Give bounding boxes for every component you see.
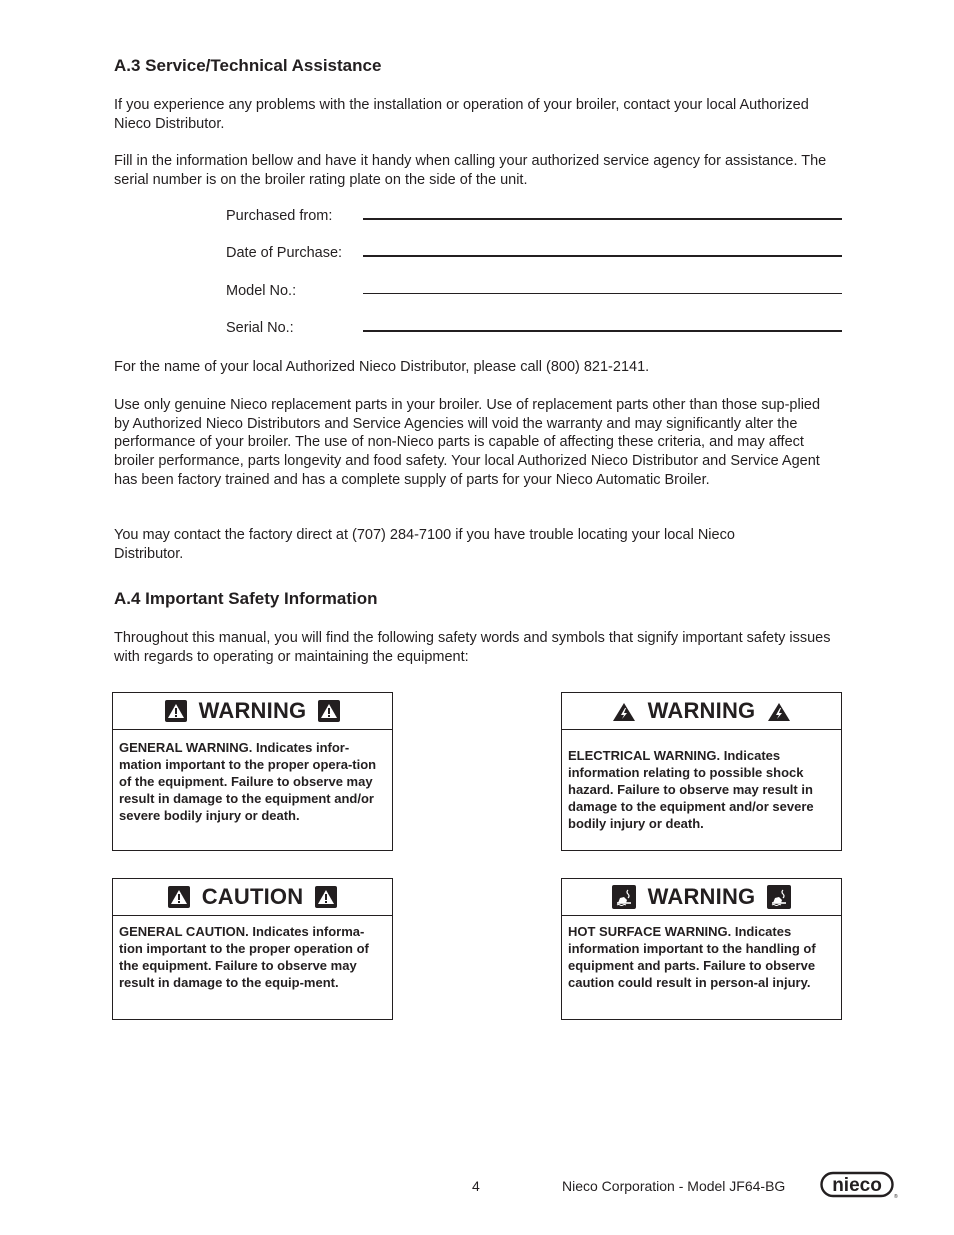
purchased-from-line [363,218,842,220]
logo-text: nieco [832,1175,882,1196]
general-caution-text: GENERAL CAUTION. Indicates informa-tion important to the proper operation of the equipment. Failure to observe may result in damage to the equip-ment. [119,924,369,990]
factory-contact-paragraph: You may contact the factory direct at (707) 284-7100 if you have trouble locating your local Nieco Distributor. [114,527,735,562]
svg-text:®: ® [894,1194,898,1200]
footer-corporation: Nieco Corporation - Model JF64-BG [562,1178,786,1194]
genuine-parts-paragraph: Use only genuine Nieco replacement parts in your broiler. Use of replacement parts other than those sup-plied by Authorized Nieco Distributors and Service Agencies will void the warranty and may significantly alter the performance of your broiler. The use of non-Nieco parts is capable of affecting these criteria, and may affect broiler performance, parts longevity and food safety. Your local Authorized Nieco Distributor and Service Agent has been factory trained and has a complete supply of parts for your Nieco Automatic Broiler. [114,397,821,488]
section-a3-intro-paragraph: If you experience any problems with the installation or operation of your broiler, contact your local Authorized Nieco Distributor. [114,97,809,132]
general-warning-text: GENERAL WARNING. Indicates infor-mation important to the proper opera-tion of the equipment. Failure to observe may result in damage to the equipment and/or severe bodily injury or death. [119,740,377,823]
general-caution-title: CAUTION [201,884,304,909]
electrical-warning-box [561,692,842,851]
general-warning-box [112,692,393,851]
section-a4-intro-paragraph: Throughout this manual, you will find the following safety words and symbols that signify important safety issues with regards to operating or maintaining the equipment: [114,630,831,665]
exclamation-square-icon [315,886,337,908]
exclamation-square-icon [318,700,340,722]
section-a4-heading: A.4 Important Safety Information [114,589,378,608]
electrical-hazard-icon [612,700,636,722]
page-number: 4 [472,1178,480,1194]
date-of-purchase-line [363,255,842,257]
general-warning-title: WARNING [198,698,307,723]
hot-surface-icon [767,885,791,909]
section-a3-fill-in-paragraph: Fill in the information bellow and have it handy when calling your authorized service agency for assistance. The serial number is on the broiler rating plate on the side of the unit. [114,153,827,188]
hot-surface-warning-title: WARNING [647,884,756,909]
general-warning-header [113,693,392,730]
serial-no-line [363,330,842,332]
distributor-phone-paragraph: For the name of your local Authorized Nieco Distributor, please call (800) 821-2141. [114,359,650,375]
section-a3-heading: A.3 Service/Technical Assistance [114,56,382,75]
electrical-warning-title: WARNING [647,698,756,723]
hot-surface-icon [612,885,636,909]
hot-surface-warning-box [561,878,842,1020]
nieco-logo [820,1171,896,1204]
general-caution-box [112,878,393,1020]
electrical-hazard-icon [767,700,791,722]
model-no-line [363,293,842,294]
exclamation-square-icon [168,886,190,908]
hot-surface-warning-header [562,879,841,916]
hot-surface-warning-text: HOT SURFACE WARNING. Indicates information important to the handling of equipment and parts. Failure to observe caution could result in person-al injury. [568,924,816,990]
serial-no-label: Serial No.: [226,320,294,336]
electrical-warning-header [562,693,841,730]
purchased-from-label: Purchased from: [226,208,333,224]
exclamation-square-icon [165,700,187,722]
electrical-warning-text: ELECTRICAL WARNING. Indicates information relating to possible shock hazard. Failure to observe may result in damage to the equipment and/or severe bodily injury or death. [568,748,814,831]
model-no-label: Model No.: [226,283,297,299]
general-caution-header [113,879,392,916]
date-of-purchase-label: Date of Purchase: [226,245,343,261]
